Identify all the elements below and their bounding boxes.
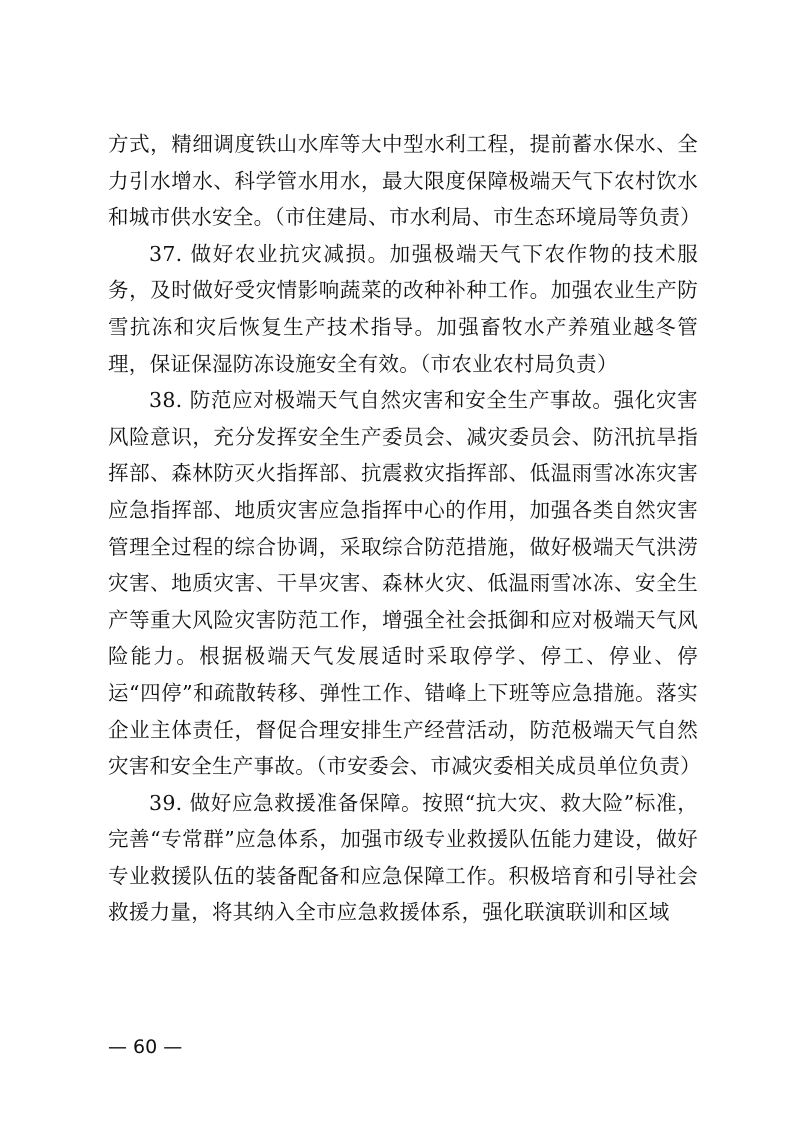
page-number: — 60 — <box>108 1036 183 1058</box>
body-text <box>108 126 701 931</box>
paragraph-item-37: 37. 做好农业抗灾减损。加强极端天气下农作物的技术服务，及时做好受灾情影响蔬菜的改种补种工作。加强农业生产防雪抗冻和灾后恢复生产技术指导。加强畜牧水产养殖业越冬管理，保证保湿防冻设施安全有效。（市农业农村局负责） <box>108 241 698 376</box>
paragraph-item-39: 39. 做好应急救援准备保障。按照“抗大灾、救大险”标准，完善“专常群”应急体系，加强市级专业救援队伍能力建设，做好专业救援队伍的装备配备和应急保障工作。积极培育和引导社会救援力量，将其纳入全市应急救援体系，强化联演联训和区域 <box>108 790 698 925</box>
paragraph-continuation: 方式，精细调度铁山水库等大中型水利工程，提前蓄水保水、全力引水增水、科学管水用水，最大限度保障极端天气下农村饮水和城市供水安全。（市住建局、市水利局、市生态环境局等负责） <box>108 132 701 230</box>
paragraph-item-38: 38. 防范应对极端天气自然灾害和安全生产事故。强化灾害风险意识，充分发挥安全生产委员会、减灾委员会、防汛抗旱指挥部、森林防灭火指挥部、抗震救灾指挥部、低温雨雪冰冻灾害应急指挥部、地质灾害应急指挥中心的作用，加强各类自然灾害管理全过程的综合协调，采取综合防范措施，做好极端天气洪涝灾害、地质灾害、干旱灾害、森林火灾、低温雨雪冰冻、安全生产等重大风险灾害防范工作，增强全社会抵御和应对极端天气风险能力。根据极端天气发展适时采取停学、停工、停业、停运“四停”和疏散转移、弹性工作、错峰上下班等应急措施。落实企业主体责任，督促合理安排生产经营活动，防范极端天气自然灾害和安全生产事故。（市安委会、市减灾委相关成员单位负责） <box>108 388 701 779</box>
